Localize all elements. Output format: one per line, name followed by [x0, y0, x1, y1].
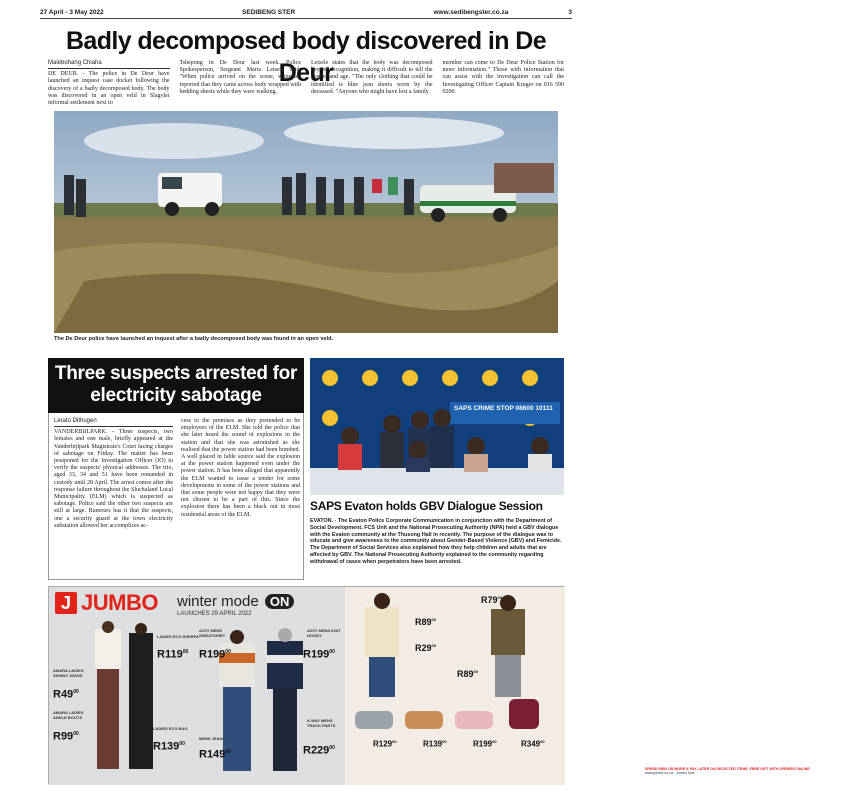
kids-price-2: $R89^{00}$	[415, 617, 436, 627]
product-price-8: $R229^{00}$	[303, 744, 335, 757]
ad-footer-site[interactable]: www.jumbo.co.za · Jumbo love	[645, 771, 695, 776]
story1-body	[48, 60, 564, 110]
shoe-price-3: $R199^{00}$	[473, 739, 497, 749]
page-header	[40, 7, 572, 17]
page-number: 3	[568, 8, 572, 16]
launch-date: LAUNCHES 29 APRIL 2022	[177, 611, 252, 617]
product-label-5: AZZY MENS SWEATSHIRT	[199, 628, 226, 638]
campaign-title	[177, 593, 294, 610]
veld-scene-photo	[54, 111, 558, 333]
product-label-3: AMARA LADIES ANKLE BOOTS	[53, 710, 84, 720]
story1-col4: member can come to De Deur Police Station for more information." Those with information that can assist with the investigation can call the Investigating Officer Captain Kruger on 016 590 0200.	[442, 60, 564, 95]
ad-fashion-panel	[49, 587, 345, 785]
product-price-5: $R199^{00}$	[199, 648, 231, 661]
paper-name: SEDIBENG STER	[242, 8, 296, 16]
kids-price-4: $R89^{00}$	[457, 669, 478, 679]
story1-byline: Malebohang Chiaha	[48, 60, 170, 69]
story3-headline: SAPS Evaton holds GBV Dialogue Session	[310, 499, 543, 513]
shoe-price-4: $R349^{00}$	[521, 739, 545, 749]
product-label-7: AZZY MENS KNIT HOODY	[307, 628, 341, 638]
product-label-8: K-WAY MENS TRACK PANTS	[307, 718, 336, 728]
product-label-1: LADIES ECO SHERPA	[157, 634, 199, 639]
jumbo-wordmark: JUMBO	[81, 590, 158, 615]
product-label-2: AMARA LADIES SKINNY JEANS	[53, 668, 84, 678]
shoe-price-1: $R129^{00}$	[373, 739, 397, 749]
issue-date: 27 April - 3 May 2022	[40, 8, 104, 16]
shoe-price-2: $R139^{00}$	[423, 739, 447, 749]
story1-col3: Letsele states that the body was decomposed beyond recognition, making it difficult to tell the gender and age. "The only clothing that could be identified is blue jean shorts worn by the deceased. "Anyone who might have lost a family	[311, 60, 433, 95]
story2-headline: Three suspects arrested for electricity sabotage	[48, 358, 304, 413]
story1-caption: The De Deur police have launched an inquest after a badly decomposed body was found in an open veld.	[54, 336, 334, 342]
jumbo-logo-mark: J	[55, 592, 77, 614]
product-price-4: $R139^{00}$	[153, 740, 185, 753]
header-rule	[40, 18, 572, 19]
story1-col1-text: DE DEUR. - The police in De Deur have launched an inquest case docket following the discovery of a badly decomposed body. The body was discovered in an open veld in Slagvlei informal settlement next to	[48, 71, 170, 107]
product-price-7: $R199^{00}$	[303, 648, 335, 661]
jumbo-advert[interactable]	[48, 586, 811, 784]
story1-col2: Tshepong in De Deur last week. Police Spokesperson, Sergeant Maria Letsele said, "When police arrived on the scene, witnesses reported that they came across body wrapped with bedding sheets while they were walking.	[179, 60, 301, 95]
story2-body	[54, 418, 300, 576]
crime-stop-banner: SAPS CRIME STOP 08600 10111	[454, 405, 553, 412]
story2-col1-text: VANDERBIJLPARK. - Three suspects, two females and one male, briefly appeared at the Vanderbijlpark Magistrate's Court facing charges of sabotage on Friday. The matter has been postponed for the Investigation Officer (IO) to verify the suspects' physical addresses. The trio, aged 33, 34 and 51 have been remanded in custody until 28 April. The arrest comes after the response failure throughout the Sluchaland Local Municipality (ELM) which is suspected as sabotage. Police said the other two suspects are still at large. Rumours has it that the suspects, one a security guard at the town electricity substation allowed her accomplices ac-	[54, 429, 173, 529]
product-price-6: $R149^{00}$	[199, 748, 231, 761]
ad-kids-shoes-panel	[345, 587, 811, 785]
story3-body: EVATON. - The Evaton Police Corporate Communication in conjunction with the Department of Social Development, FCS Unit and the National Prosecuting Authority (NPA) held a GBV dialogue with the Evaton community at the Thusong Hall in recently. The purpose of the dialogue was to educate and give awareness to the community about Gender-Based Violence (GBV) and Femicide. The Department of Social Services also explained how they help children and adults that are affected by GBV. The National Prosecuting Authority explained to the community regarding withdrawal of cases when perpetrators have been arrested.	[310, 518, 562, 565]
product-label-4: LADIES ECO BAG	[153, 726, 188, 731]
story1-headline: Badly decomposed body discovered in De Deur	[65, 27, 547, 87]
story1-col1	[48, 60, 170, 110]
story2-byline: Lerato Dithugen	[54, 418, 173, 427]
campaign-on-badge: ON	[265, 594, 295, 609]
product-price-1: $R119^{00}$	[157, 648, 189, 661]
campaign-name: winter mode	[177, 593, 259, 610]
product-label-6: MENS JEANS	[199, 736, 226, 741]
website[interactable]: www.sedibengster.co.za	[433, 8, 509, 16]
product-price-3: $R99^{00}$	[53, 730, 79, 743]
gbv-dialogue-photo	[310, 358, 564, 495]
product-price-2: $R49^{00}$	[53, 688, 79, 701]
kids-price-1: $R79^{00}$	[481, 595, 502, 605]
ad-footer	[641, 765, 861, 785]
jumbo-logo	[55, 591, 158, 615]
ad-footer-offer: SPEND R800 OR MORE & PAY LATER ON SELECTED ITEMS. FREE GIFT WITH ORDERS ONLINE.	[645, 767, 811, 771]
models-illustration	[49, 623, 345, 785]
story2-col2: cess to the premises as they pretended to be employees of the ELM. She told the police that she later heard the sound of explosions in the station and that she was astonished as she realised that the power station had been bombed. A well placed in fable source said the explosion at the power station happened even under the power station. It has been alleged that apparently the ELM wanted to issue a tender for some developments in some of the power stations and that some people were not happy that they were not chosen to be a part of this. Since the explosion there has been a black out in most residential areas of the ELM.	[181, 418, 300, 518]
kids-price-3: $R29^{00}$	[415, 643, 436, 653]
story2-col1	[54, 418, 173, 576]
